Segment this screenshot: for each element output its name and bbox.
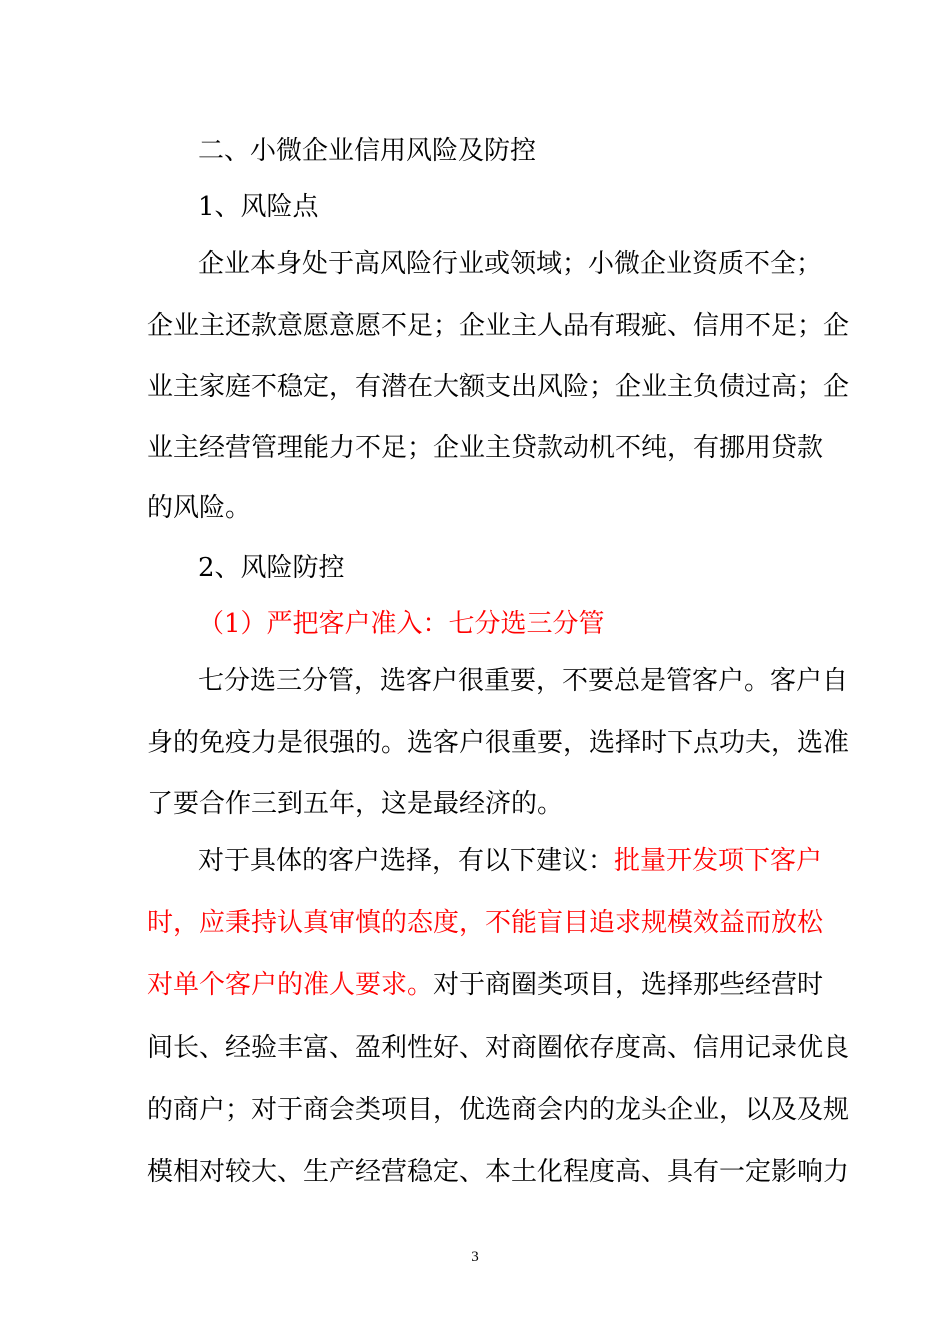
highlighted-text: 批量开发项下客户 — [614, 846, 823, 876]
paragraph-line: 企业主还款意愿意愿不足；企业主人品有瑕疵、信用不足；企 — [147, 311, 850, 341]
paragraph-line: 业主家庭不稳定，有潜在大额支出风险；企业主负债过高；企 — [147, 372, 850, 402]
highlighted-text: 对单个客户的准人要求。 — [147, 970, 434, 1000]
paragraph-line: 对单个客户的准人要求。对于商圈类项目，选择那些经营时 — [147, 970, 824, 1000]
subheading-risk-points: 1、风险点 — [198, 192, 319, 222]
subheading-risk-control: 2、风险防控 — [198, 553, 345, 583]
paragraph-line: 身的免疫力是很强的。选客户很重要，选择时下点功夫，选准 — [147, 728, 850, 758]
paragraph-line: 了要合作三到五年，这是最经济的。 — [147, 789, 564, 819]
paragraph-line: 七分选三分管，选客户很重要，不要总是管客户。客户自 — [198, 666, 849, 696]
highlighted-text: 时，应秉持认真审慎的态度，不能盲目追求规模效益而放松 — [147, 908, 824, 938]
paragraph-line: 业主经营管理能力不足；企业主贷款动机不纯，有挪用贷款 — [147, 433, 824, 463]
paragraph-line: 的风险。 — [147, 493, 252, 523]
paragraph-line: 间长、经验丰富、盈利性好、对商圈依存度高、信用记录优良 — [147, 1033, 850, 1063]
page-number: 3 — [471, 1249, 479, 1265]
section-heading: 二、小微企业信用风险及防控 — [198, 136, 537, 166]
paragraph-line: 对于具体的客户选择，有以下建议：批量开发项下客户 — [198, 846, 823, 876]
paragraph-line: 模相对较大、生产经营稳定、本土化程度高、具有一定影响力 — [147, 1157, 850, 1187]
paragraph-line: 企业本身处于高风险行业或领域；小微企业资质不全； — [198, 249, 823, 279]
highlighted-heading: （1）严把客户准入：七分选三分管 — [198, 609, 605, 639]
paragraph-line: 的商户；对于商会类项目，优选商会内的龙头企业，以及及规 — [147, 1095, 850, 1125]
